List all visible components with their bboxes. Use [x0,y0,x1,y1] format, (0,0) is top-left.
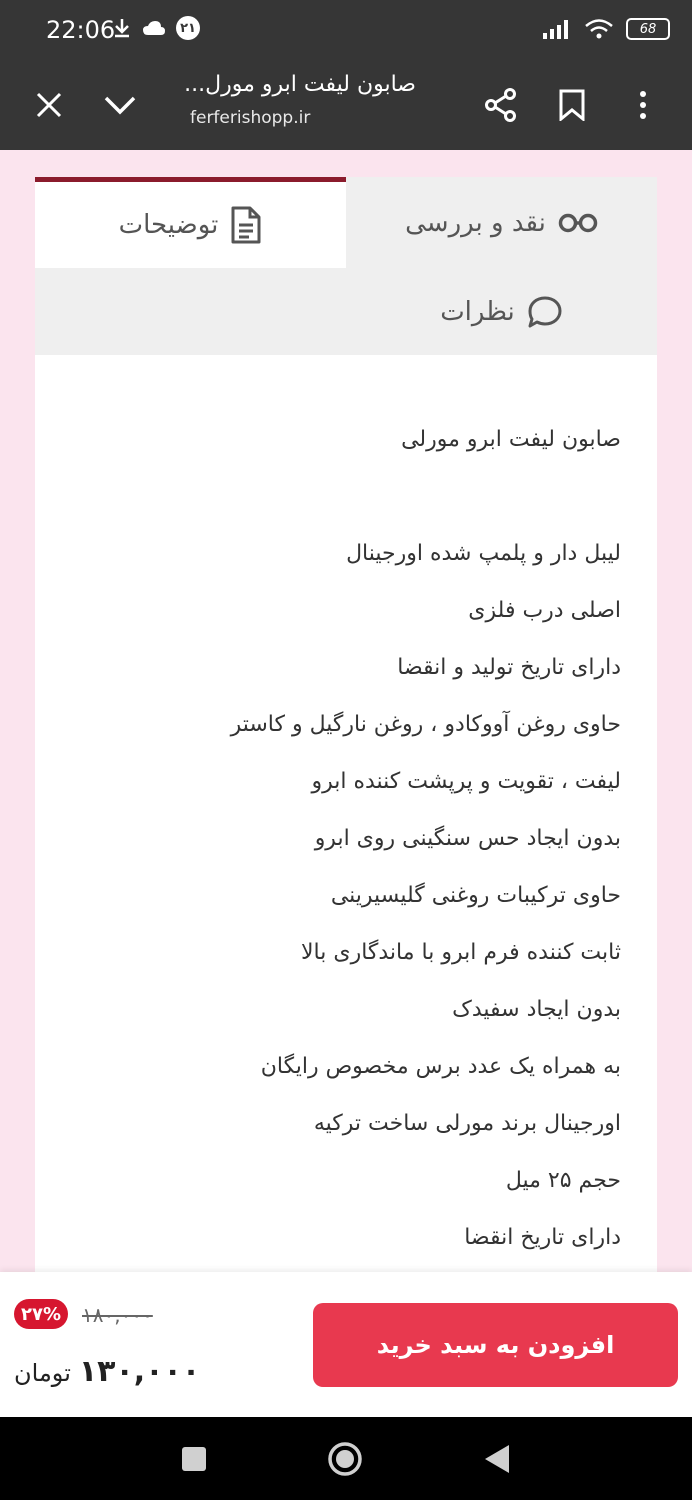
bookmark-icon [559,89,585,121]
description-line: لیفت ، تقویت و پرپشت کننده ابرو [311,769,621,794]
description-line: لیبل دار و پلمپ شده اورجینال [346,541,621,566]
discount-badge: ۲۷% [14,1299,68,1329]
price-currency: تومان [14,1359,71,1387]
chat-bubble-icon [527,295,563,329]
document-icon [230,206,262,244]
description-line [231,482,621,539]
infinity-icon [558,212,598,234]
tab-comments[interactable] [346,268,657,355]
description-line: حاوی ترکیبات روغنی گلیسیرینی [330,883,621,908]
description-line: صابون لیفت ابرو مورلی [401,427,621,452]
description-line: اورجینال برند مورلی ساخت ترکیه [313,1111,621,1136]
tab-description-label: توضیحات [118,210,219,240]
chevron-down-icon [104,95,136,115]
collapse-button[interactable] [97,82,143,128]
price-value: ۱۳۰,۰۰۰ [78,1354,201,1389]
page-title: صابون لیفت ابرو مورل... [184,72,416,97]
description-line: به همراه یک عدد برس مخصوص رایگان [260,1054,621,1079]
close-button[interactable] [26,82,72,128]
description-line: بدون ایجاد سفیدک [452,997,621,1022]
more-vertical-icon [639,90,647,120]
bookmark-button[interactable] [549,82,595,128]
add-to-cart-button[interactable]: افزودن به سبد خرید [313,1303,678,1387]
product-description [231,425,621,1280]
download-icon [112,17,132,39]
signal-icon [542,18,572,40]
browser-toolbar [0,60,692,150]
price [14,1354,200,1389]
tab-empty [35,268,346,355]
menu-button[interactable] [620,82,666,128]
description-line: دارای تاریخ انقضا [464,1225,621,1250]
old-price: ۱۸۰,۰۰۰ [82,1303,153,1327]
tab-review-label: نقد و بررسی [405,207,546,238]
share-button[interactable] [478,82,524,128]
system-nav-bar [0,1417,692,1500]
recent-apps-icon[interactable] [181,1446,207,1472]
notification-badge: ۲۱ [176,16,200,40]
share-icon [483,87,519,123]
description-line: اصلی درب فلزی [468,598,621,623]
wifi-icon [584,18,614,40]
description-line: دارای تاریخ تولید و انقضا [397,655,621,680]
description-line: بدون ایجاد حس سنگینی روی ابرو [314,826,621,851]
description-line: حاوی روغن آووکادو ، روغن نارگیل و کاستر [230,712,621,737]
battery-icon: 68 [626,18,670,40]
purchase-bar [0,1272,692,1417]
home-icon[interactable] [327,1441,363,1477]
description-line: ثابت کننده فرم ابرو با ماندگاری بالا [301,940,621,965]
status-time: 22:06 [46,16,116,44]
tab-description[interactable] [35,177,346,268]
product-content-card [35,177,657,1272]
description-line: حجم ۲۵ میل [505,1168,621,1193]
back-icon[interactable] [484,1444,510,1474]
tab-comments-label: نظرات [440,296,515,327]
close-icon [35,91,63,119]
tab-review[interactable] [346,177,657,268]
cloud-icon [142,20,166,36]
status-bar [0,0,692,60]
page-url: ferferishopp.ir [190,108,311,128]
